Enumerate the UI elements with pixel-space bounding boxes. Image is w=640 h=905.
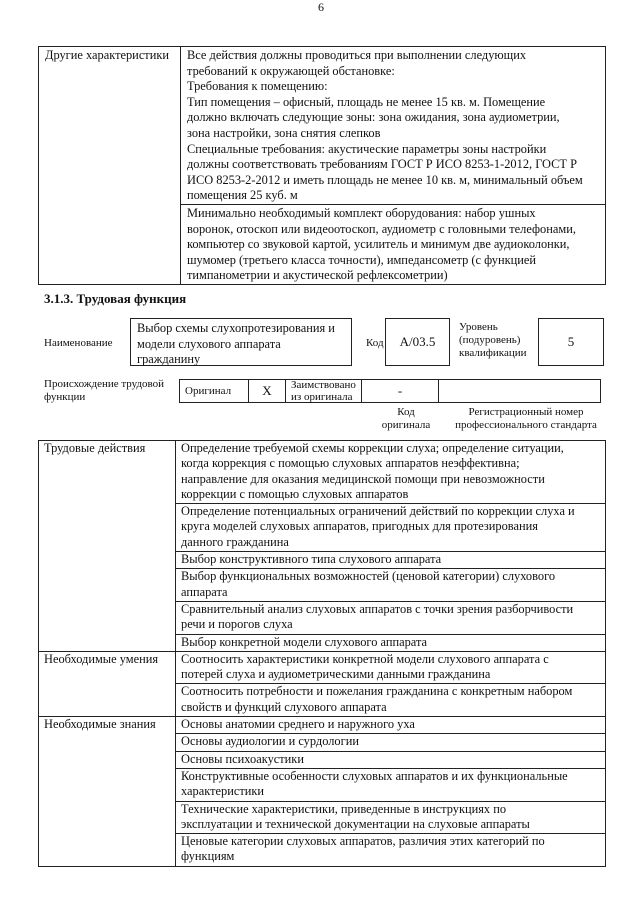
- name-line: гражданину: [137, 352, 201, 367]
- header-text: Другие характеристики: [45, 48, 170, 62]
- level-label: [459, 321, 526, 360]
- text-line: аппарата: [181, 584, 228, 599]
- text-line: Основы аудиологии и сурдологии: [181, 734, 359, 749]
- original-code-cell: -: [361, 379, 439, 403]
- group-header: Необходимые знания: [39, 717, 176, 867]
- text-line: круга моделей слуховых аппаратов, пригодных для протезирования: [181, 519, 538, 534]
- equipment-cell: [181, 204, 606, 284]
- text-line: Технические характеристики, приведенные в инструкциях по: [181, 801, 507, 816]
- other-characteristics-table: [38, 46, 606, 285]
- item-cell: [176, 634, 606, 651]
- text-line: Требования к помещению:: [187, 79, 328, 94]
- text-line: Минимально необходимый комплект оборудования: набор ушных: [187, 205, 536, 220]
- text-line: свойств и функций слухового аппарата: [181, 699, 387, 714]
- text-line: помещения 25 куб. м: [187, 188, 298, 203]
- text-line: воронок, отоскоп или видеоотоскоп, аудиометр с головными телефонами,: [187, 221, 576, 236]
- function-name-box: [130, 318, 352, 366]
- item-cell: [176, 569, 606, 602]
- text-line: Сравнительный анализ слуховых аппаратов с точки зрения разборчивости: [181, 601, 574, 616]
- original-mark: X: [248, 379, 286, 403]
- text-line: коррекции с помощью слуховых аппаратов: [181, 486, 409, 501]
- item-cell: [176, 552, 606, 569]
- text-line: Соотносить потребности и пожелания гражданина с конкретным набором: [181, 684, 573, 699]
- text-line: Тип помещения – офисный, площадь не менее 15 кв. м. Помещение: [187, 94, 546, 109]
- text-line: тимпанометрии и акустической рефлексометрии): [187, 268, 448, 283]
- registration-number-cell: [438, 379, 601, 403]
- text-line: Выбор конкретной модели слухового аппарата: [181, 634, 428, 649]
- code-label: Код: [366, 337, 384, 349]
- text-line: потерей слуха и аудиометрическими данными гражданина: [181, 667, 491, 682]
- group-header: Необходимые умения: [39, 651, 176, 716]
- level-label-line: Уровень: [459, 321, 498, 333]
- caption-line: профессионального стандарта: [455, 419, 597, 431]
- text-line: Выбор функциональных возможностей (ценовой категории) слухового: [181, 569, 556, 584]
- section-title: 3.1.3. Трудовая функция: [44, 291, 187, 306]
- item-cell: [176, 751, 606, 768]
- caption-line: Регистрационный номер: [468, 406, 584, 418]
- text-line: Конструктивные особенности слуховых аппаратов и их функциональные: [181, 768, 568, 783]
- text-line: компьютер со звуковой картой, усилитель и минимум две аудиоколонки,: [187, 237, 570, 252]
- text-line: Определение потенциальных ограничений действий по коррекции слуха и: [181, 504, 575, 519]
- borrowed-line: Заимствовано: [291, 379, 356, 391]
- text-line: Основы психоакустики: [181, 751, 304, 766]
- text-line: шумомер (третьего класса точности), импедансометр (с функцией: [187, 252, 537, 267]
- other-characteristics-header: [39, 47, 181, 285]
- text-line: Выбор конструктивного типа слухового аппарата: [181, 552, 442, 567]
- borrowed-cell: [285, 379, 362, 403]
- caption-line: оригинала: [381, 419, 431, 431]
- text-line: речи и порогов слуха: [181, 617, 293, 632]
- level-label-line: квалификации: [459, 347, 527, 359]
- origin-row: [180, 379, 604, 403]
- caption-registration: [446, 406, 606, 432]
- item-cell: [176, 684, 606, 717]
- item-cell: [176, 601, 606, 634]
- caption-code: [367, 406, 445, 432]
- table-row: [39, 717, 606, 734]
- text-line: направление для оказания медицинской помощи при невозможности: [181, 471, 545, 486]
- item-cell: [176, 734, 606, 751]
- text-line: эксплуатации и технической документации на слуховые аппараты: [181, 816, 530, 831]
- text-line: Основы анатомии среднего и наружного уха: [181, 717, 415, 732]
- name-label: Наименование: [44, 337, 113, 349]
- page-number: 6: [318, 0, 324, 14]
- text-line: должно включать следующие зоны: зона ожидания, зона аудиометрии,: [187, 110, 560, 125]
- item-cell: [176, 768, 606, 801]
- text-line: ИСО 8253-2-2012 и иметь площадь не менее 10 кв. м, минимальный объем: [187, 172, 583, 187]
- original-cell: Оригинал: [179, 379, 249, 403]
- level-value: 5: [538, 318, 604, 366]
- name-line: Выбор схемы слухопротезирования и: [137, 321, 335, 335]
- table-row: [39, 651, 606, 684]
- name-line: модели слухового аппарата: [137, 336, 281, 351]
- item-cell: [176, 834, 606, 867]
- origin-label-line: Происхождение трудовой: [44, 378, 165, 390]
- text-line: Специальные требования: акустические параметры зоны настройки: [187, 141, 547, 156]
- item-cell: [176, 801, 606, 834]
- text-line: Соотносить характеристики конкретной модели слухового аппарата с: [181, 651, 549, 666]
- text-line: характеристики: [181, 784, 265, 799]
- text-line: Все действия должны проводиться при выполнении следующих: [187, 48, 527, 62]
- borrowed-line: из оригинала: [291, 391, 353, 403]
- text-line: должны соответствовать требованиям ГОСТ Р ИСО 8253-1-2012, ГОСТ Р: [187, 157, 577, 172]
- text-line: функциям: [181, 849, 235, 864]
- caption-line: Код: [397, 406, 415, 418]
- item-cell: [176, 441, 606, 504]
- origin-label: [44, 378, 164, 404]
- text-line: требований к окружающей обстановке:: [187, 63, 395, 78]
- level-label-line: (подуровень): [459, 334, 521, 346]
- text-line: когда коррекция с помощью слуховых аппаратов неэффективна;: [181, 456, 520, 471]
- code-value: A/03.5: [385, 318, 450, 366]
- item-cell: [176, 651, 606, 684]
- item-cell: [176, 504, 606, 552]
- text-line: Определение требуемой схемы коррекции слуха; определение ситуации,: [181, 441, 564, 455]
- table-row: [39, 441, 606, 504]
- environment-requirements-cell: [181, 47, 606, 205]
- origin-label-line: функции: [44, 391, 86, 403]
- text-line: данного гражданина: [181, 534, 289, 549]
- group-header: Трудовые действия: [39, 441, 176, 652]
- text-line: Ценовые категории слуховых аппаратов, различия этих категорий по: [181, 834, 545, 849]
- item-cell: [176, 717, 606, 734]
- text-line: зона настройки, зона снятия слепков: [187, 125, 381, 140]
- labor-function-table: [38, 440, 606, 867]
